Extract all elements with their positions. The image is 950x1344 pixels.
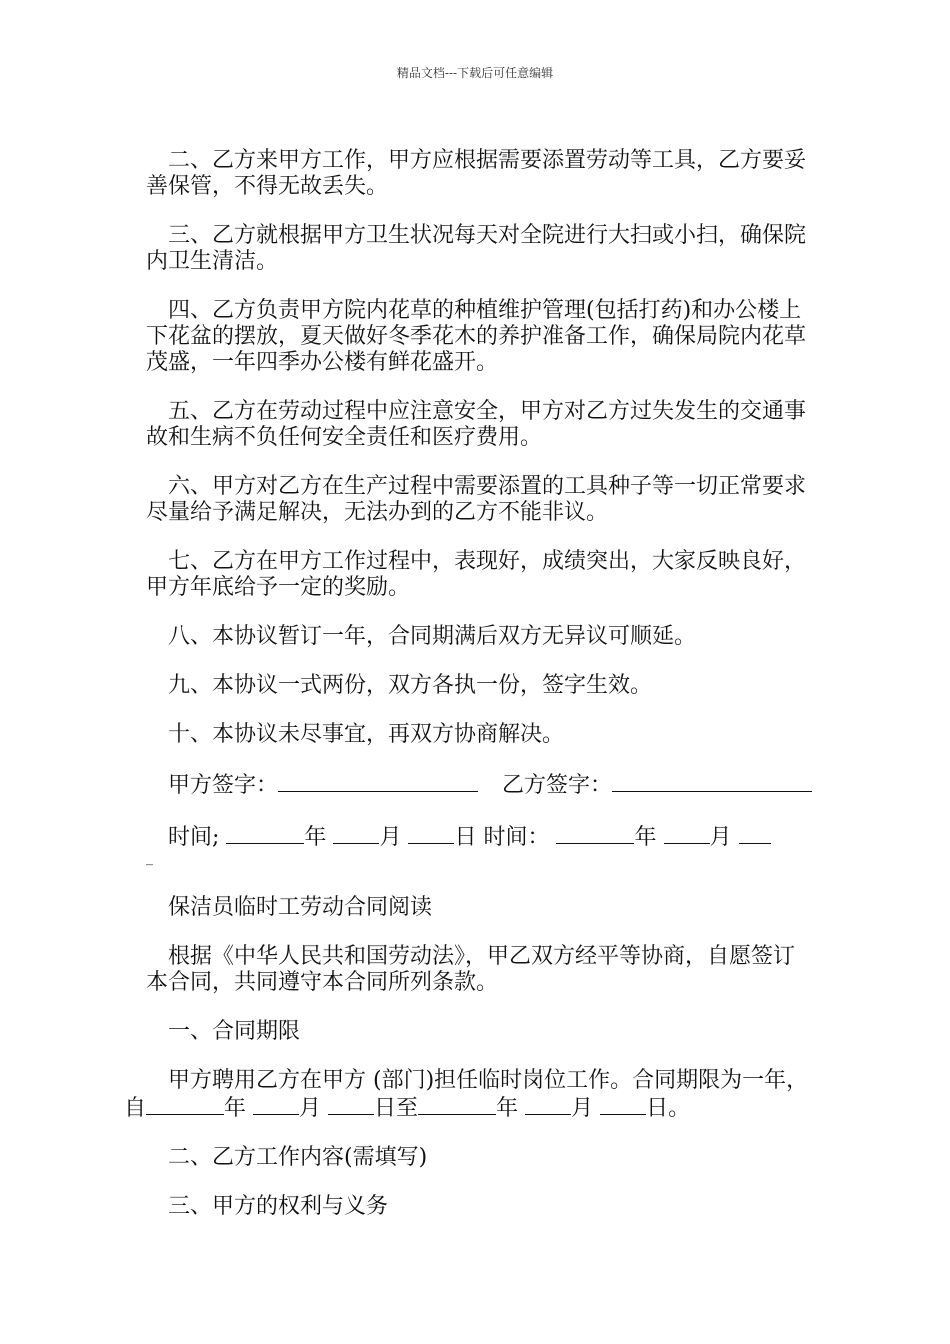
period-end-month-label: 月: [571, 1096, 594, 1121]
party-b-signature-line: [612, 771, 812, 792]
party-b-signature-label: 乙方签字：: [502, 773, 613, 798]
party-a-day-label: 日: [454, 825, 477, 850]
document-body: [124, 148, 816, 1243]
period-end-year-line: [418, 1094, 496, 1115]
party-a-signature-line: [278, 771, 478, 792]
party-a-day-line: [408, 823, 454, 844]
page-header: 精品文档---下载后可任意编辑: [396, 66, 554, 80]
clause-10: 十、本协议未尽事宜，再双方协商解决。: [168, 722, 565, 747]
period-start-month-label: 月: [299, 1096, 322, 1121]
period-to-label: 日至: [374, 1096, 419, 1121]
party-a-month-line: [333, 823, 379, 844]
clause-9: 九、本协议一式两份，双方各执一份，签字生效。: [168, 673, 653, 698]
clause-7: 七、乙方在甲方工作过程中，表现好，成绩突出，大家反映良好，甲方年底给予一定的奖励。: [146, 549, 807, 600]
section-2-title: 二、乙方工作内容(需填写): [168, 1145, 428, 1170]
period-from-label: 自: [124, 1096, 147, 1121]
party-a-signature-label: 甲方签字：: [168, 773, 279, 798]
party-a-month-label: 月: [379, 825, 402, 850]
section-1-title: 一、合同期限: [168, 1019, 301, 1044]
party-b-time-label: 时间：: [483, 825, 550, 850]
party-b-year-label: 年: [634, 825, 657, 850]
period-start-year-line: [146, 1094, 224, 1115]
party-a-time-label: 时间;: [168, 825, 220, 850]
party-a-year-line: [226, 823, 304, 844]
clause-5: 五、乙方在劳动过程中应注意安全，甲方对乙方过失发生的交通事故和生病不负任何安全责任和医疗费用。: [146, 399, 807, 450]
clause-8: 八、本协议暂订一年，合同期满后双方无异议可顺延。: [168, 624, 697, 649]
period-end-day-label: 日。: [646, 1096, 691, 1121]
contract-period-line1: 甲方聘用乙方在甲方 (部门)担任临时岗位工作。合同期限为一年，: [168, 1068, 809, 1093]
second-contract-title: 保洁员临时工劳动合同阅读: [168, 895, 433, 920]
date-row-continuation: [146, 851, 816, 871]
period-start-day-line: [328, 1094, 374, 1115]
clause-6: 六、甲方对乙方在生产过程中需要添置的工具种子等一切正常要求尽量给予满足解决，无法办到的乙方不能非议。: [146, 474, 807, 525]
contract-period: [124, 1068, 816, 1122]
clause-4: 四、乙方负责甲方院内花草的种植维护管理(包括打药)和办公楼上下花盆的摆放，夏天做好冬季花木的养护准备工作，确保局院内花草茂盛，一年四季办公楼有鲜花盛开。: [146, 298, 807, 375]
section-3-title: 三、甲方的权利与义务: [168, 1194, 389, 1219]
period-end-year-label: 年: [496, 1096, 519, 1121]
period-start-month-line: [253, 1094, 299, 1115]
party-b-month-label: 月: [709, 825, 732, 850]
party-b-day-line: [739, 823, 771, 844]
period-end-day-line: [600, 1094, 646, 1115]
clause-2: 二、乙方来甲方工作，甲方应根据需要添置劳动等工具，乙方要妥善保管，不得无故丢失。: [146, 148, 807, 199]
period-end-month-line: [525, 1094, 571, 1115]
period-start-year-label: 年: [224, 1096, 247, 1121]
party-b-month-line: [664, 823, 710, 844]
continuation-mark: _: [146, 850, 153, 866]
date-row: [146, 823, 816, 851]
clause-3: 三、乙方就根据甲方卫生状况每天对全院进行大扫或小扫，确保院内卫生清洁。: [146, 223, 807, 274]
second-contract-intro: 根据《中华人民共和国劳动法》，甲乙双方经平等协商，自愿签订本合同，共同遵守本合同所列条款。: [146, 944, 796, 995]
signature-row: [146, 771, 816, 799]
party-a-year-label: 年: [304, 825, 327, 850]
party-b-year-line: [556, 823, 634, 844]
